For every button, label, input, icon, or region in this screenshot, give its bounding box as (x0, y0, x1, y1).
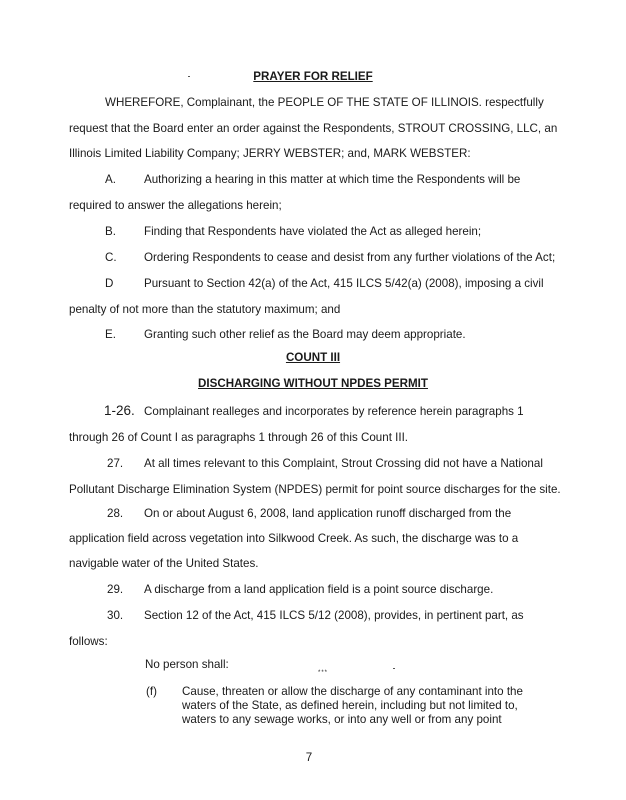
prayer-item-e-text: Granting such other relief as the Board may deem appropriate. (144, 328, 466, 341)
paragraph-28-cont: application field across vegetation into Silkwood Creek. As such, the discharge was to a (69, 532, 519, 545)
prayer-item-a-label: A. (105, 173, 116, 186)
paragraph-27-cont: Pollutant Discharge Elimination System (NPDES) permit for point source discharges for the site. (69, 483, 561, 496)
count-subtitle: DISCHARGING WITHOUT NPDES PERMIT (198, 377, 428, 390)
paragraph-29-text: A discharge from a land application field is a point source discharge. (144, 583, 494, 596)
prayer-line-1: WHEREFORE, Complainant, the PEOPLE OF THE STATE OF ILLINOIS. respectfully (105, 96, 544, 109)
scan-speck (393, 668, 395, 669)
paragraph-27-number: 27. (107, 457, 124, 470)
prayer-item-c-label: C. (105, 251, 117, 264)
quote-item-label: (f) (146, 685, 157, 698)
page-number: 7 (305, 751, 313, 764)
paragraph-28-text: On or about August 6, 2008, land application runoff discharged from the (144, 507, 512, 520)
quote-line-1: Cause, threaten or allow the discharge of any contaminant into the (182, 685, 523, 698)
prayer-item-d-text: Pursuant to Section 42(a) of the Act, 415 ILCS 5/42(a) (2008), imposing a civil (144, 277, 544, 290)
prayer-item-d-label: D (105, 277, 114, 290)
prayer-item-d-cont: penalty of not more than the statutory maximum; and (69, 303, 341, 316)
paragraph-27-text: At all times relevant to this Complaint, Strout Crossing did not have a National (144, 457, 543, 470)
paragraph-1-26-number: 1-26. (104, 403, 135, 418)
prayer-line-3: Illinois Limited Liability Company; JERRY WEBSTER; and, MARK WEBSTER: (69, 147, 471, 160)
prayer-item-a-cont: required to answer the allegations herein; (69, 199, 282, 212)
paragraph-28-number: 28. (107, 507, 124, 520)
paragraph-1-26-text: Complainant realleges and incorporates by reference herein paragraphs 1 (144, 405, 524, 418)
paragraph-1-26-cont: through 26 of Count I as paragraphs 1 through 26 of this Count III. (69, 431, 409, 444)
prayer-item-b-text: Finding that Respondents have violated the Act as alleged herein; (144, 225, 482, 238)
prayer-item-b-label: B. (105, 225, 116, 238)
paragraph-28-cont2: navigable water of the United States. (69, 557, 259, 570)
prayer-heading: PRAYER FOR RELIEF (253, 70, 373, 83)
prayer-item-c-text: Ordering Respondents to cease and desist from any further violations of the Act; (144, 251, 556, 264)
paragraph-29-number: 29. (107, 583, 124, 596)
prayer-item-a-text: Authorizing a hearing in this matter at which time the Respondents will be (144, 173, 521, 186)
quote-line-2: waters of the State, as defined herein, including but not limited to, (182, 699, 518, 712)
count-heading: COUNT III (285, 351, 341, 364)
quote-line-3: waters to any sewage works, or into any well or from any point (182, 713, 502, 726)
paragraph-30-cont: follows: (69, 635, 108, 648)
prayer-item-e-label: E. (105, 328, 116, 341)
paragraph-30-text: Section 12 of the Act, 415 ILCS 5/12 (2008), provides, in pertinent part, as (144, 609, 524, 622)
prayer-line-2: request that the Board enter an order against the Respondents, STROUT CROSSING, LLC, an (69, 122, 558, 135)
quote-ellipsis: *** (318, 670, 329, 676)
quote-intro: No person shall: (145, 658, 229, 671)
paragraph-30-number: 30. (107, 609, 124, 622)
